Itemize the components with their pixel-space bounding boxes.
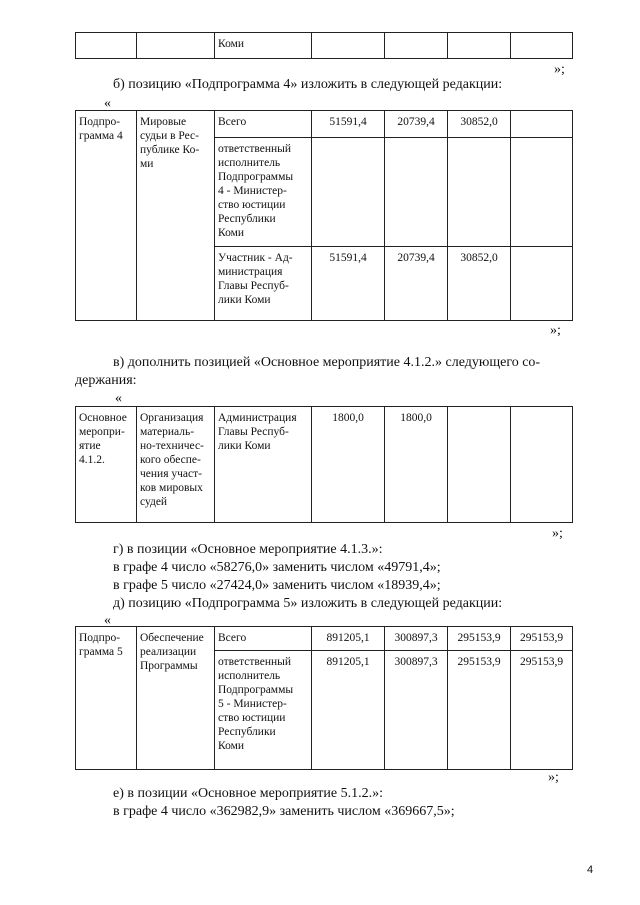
table-cell <box>312 33 385 59</box>
activity-code-cell: Основное меропри- ятие 4.1.2. <box>76 407 137 523</box>
table-row <box>76 111 573 138</box>
paragraph-b: б) позицию «Подпрограмма 4» изложить в следующей редакции: <box>113 77 503 92</box>
value-cell: 891205,1 <box>312 651 385 770</box>
value-cell: 30852,0 <box>448 247 511 321</box>
table-subprogram-4 <box>75 110 573 321</box>
paragraph-e: е) в позиции «Основное мероприятие 5.1.2.»: <box>113 786 383 801</box>
table-row <box>76 407 573 523</box>
table-cell <box>511 33 573 59</box>
table-cell <box>137 33 215 59</box>
value-cell: 295153,9 <box>448 651 511 770</box>
value-cell <box>448 407 511 523</box>
table-activity-4-1-2 <box>75 406 573 523</box>
executor-cell: Всего <box>215 627 312 651</box>
subprogram-code-cell: Подпро- грамма 4 <box>76 111 137 321</box>
paragraph-e-line-1: в графе 4 число «362982,9» заменить числом «369667,5»; <box>113 804 455 819</box>
table-cell <box>76 33 137 59</box>
closing-quote: »; <box>552 526 563 541</box>
value-cell <box>511 138 573 247</box>
executor-cell: ответственный исполнитель Подпрограммы 5 - Министер- ство юстиции Республики Коми <box>215 651 312 770</box>
table-cell <box>385 33 448 59</box>
subprogram-code-cell: Подпро- грамма 5 <box>76 627 137 770</box>
paragraph-g-line-1: в графе 4 число «58276,0» заменить числом «49791,4»; <box>113 560 441 575</box>
page-number: 4 <box>587 864 594 876</box>
value-cell: 51591,4 <box>312 247 385 321</box>
value-cell: 295153,9 <box>511 627 573 651</box>
executor-cell: Администрация Главы Респуб- лики Коми <box>215 407 312 523</box>
value-cell <box>511 111 573 138</box>
value-cell: 20739,4 <box>385 247 448 321</box>
table-row <box>76 627 573 651</box>
closing-quote: »; <box>548 770 559 785</box>
value-cell: 1800,0 <box>312 407 385 523</box>
subprogram-name-cell: Обеспечение реализации Программы <box>137 627 215 770</box>
table-subprogram-5 <box>75 626 573 770</box>
table-cell <box>448 33 511 59</box>
paragraph-v-continued: держания: <box>75 373 137 388</box>
executor-cell: ответственный исполнитель Подпрограммы 4 - Министер- ство юстиции Республики Коми <box>215 138 312 247</box>
value-cell: 300897,3 <box>385 651 448 770</box>
opening-quote: « <box>104 96 111 111</box>
value-cell: 891205,1 <box>312 627 385 651</box>
paragraph-g: г) в позиции «Основное мероприятие 4.1.3.»: <box>113 542 383 557</box>
opening-quote: « <box>115 391 122 406</box>
value-cell <box>511 247 573 321</box>
value-cell: 1800,0 <box>385 407 448 523</box>
value-cell: 295153,9 <box>511 651 573 770</box>
subprogram-name-cell: Мировые судьи в Рес- публике Ко- ми <box>137 111 215 321</box>
paragraph-g-line-2: в графе 5 число «27424,0» заменить числом «18939,4»; <box>113 578 441 593</box>
value-cell <box>312 138 385 247</box>
value-cell: 30852,0 <box>448 111 511 138</box>
closing-quote: »; <box>554 62 565 77</box>
executor-cell: Участник - Ад- министрация Главы Респуб- лики Коми <box>215 247 312 321</box>
paragraph-d: д) позицию «Подпрограмма 5» изложить в следующей редакции: <box>113 596 503 611</box>
value-cell: 51591,4 <box>312 111 385 138</box>
executor-cell: Всего <box>215 111 312 138</box>
table-cell: Коми <box>215 33 312 59</box>
value-cell <box>448 138 511 247</box>
value-cell <box>511 407 573 523</box>
value-cell: 295153,9 <box>448 627 511 651</box>
table-row <box>76 33 573 59</box>
paragraph-v: в) дополнить позицией «Основное мероприятие 4.1.2.» следующего со- <box>113 355 541 370</box>
value-cell: 20739,4 <box>385 111 448 138</box>
table-fragment-top <box>75 32 573 59</box>
activity-name-cell: Организация материаль- но-техничес- кого обеспе- чения участ- ков мировых судей <box>137 407 215 523</box>
value-cell <box>385 138 448 247</box>
opening-quote: « <box>104 613 111 628</box>
closing-quote: »; <box>550 323 561 338</box>
value-cell: 300897,3 <box>385 627 448 651</box>
